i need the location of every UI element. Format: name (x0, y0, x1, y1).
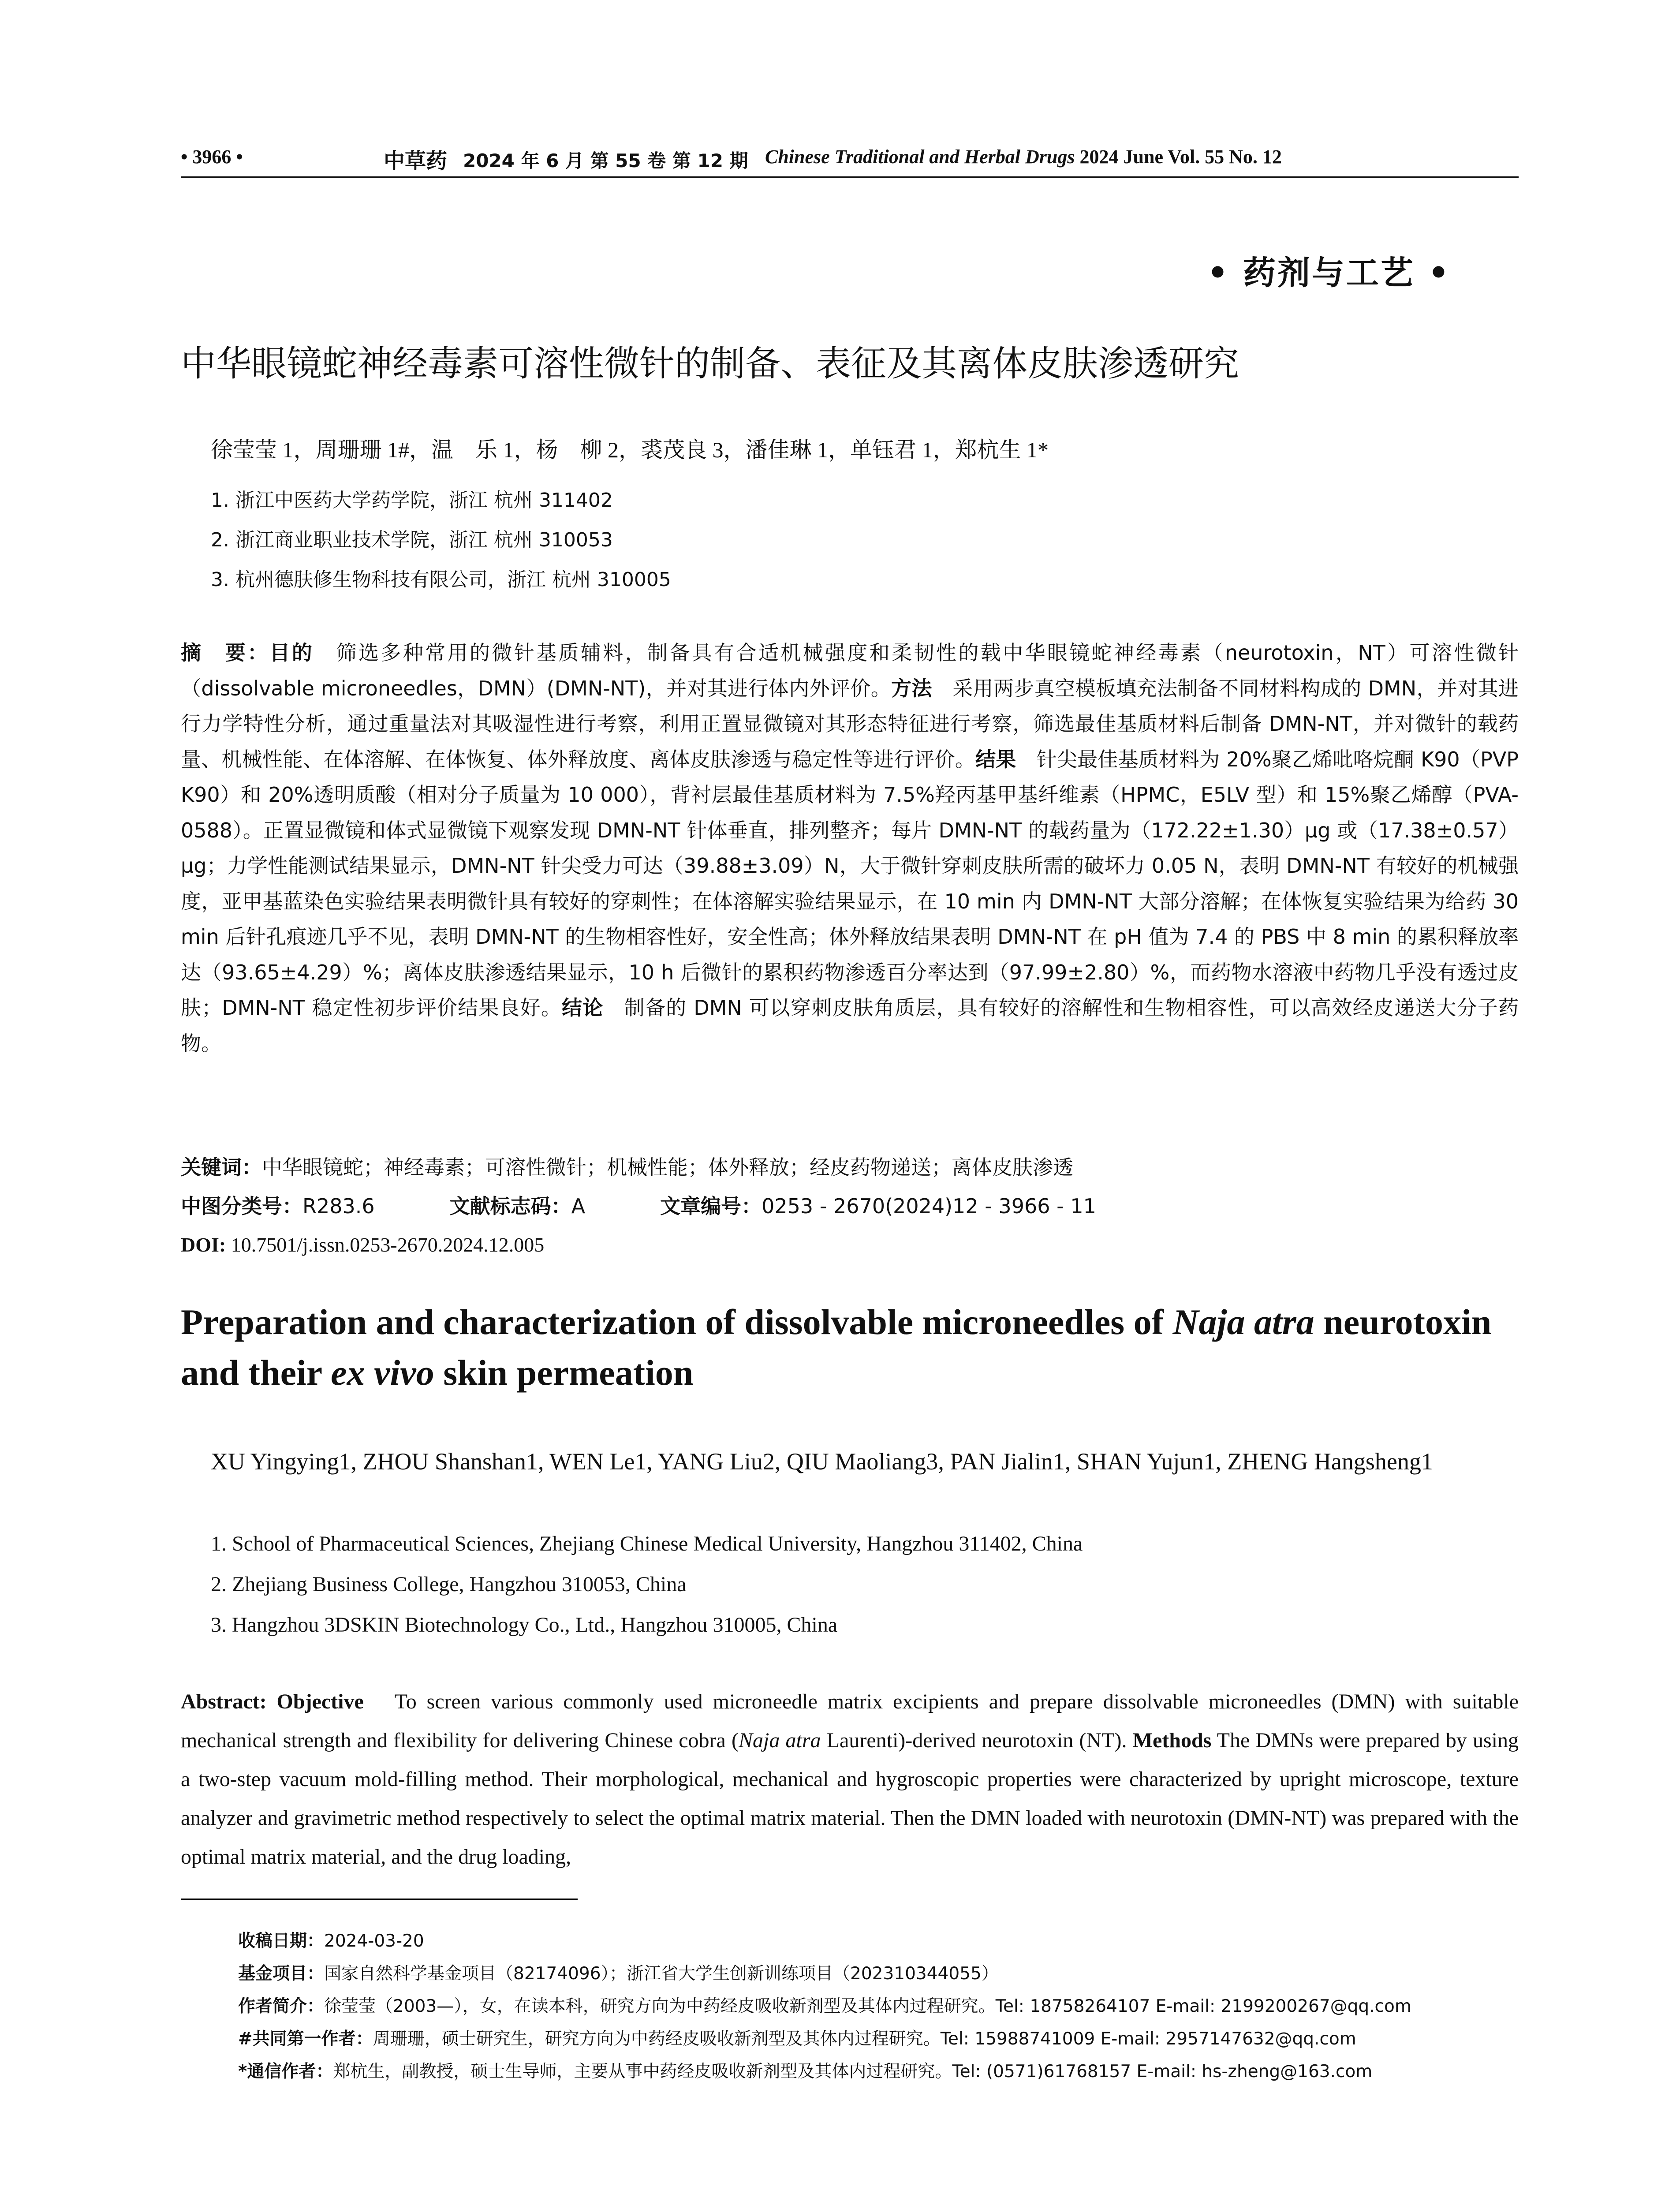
methods-label: 方法 (891, 676, 932, 700)
header-rule (181, 176, 1519, 178)
affiliation-item: 3. 杭州德肤修生物科技有限公司，浙江 杭州 310005 (211, 568, 671, 591)
classification-line (181, 1191, 1096, 1222)
chinese-abstract (181, 635, 1519, 1061)
affiliation-item: 2. Zhejiang Business College, Hangzhou 310053, China (211, 1573, 687, 1596)
keywords-label: 关键词： (181, 1155, 262, 1179)
affiliation-item: 1. 浙江中医药大学药学院，浙江 杭州 311402 (211, 489, 613, 512)
conclusion-text: 制备的 DMN 可以穿刺皮肤角质层，具有较好的溶解性和生物相容性，可以高效经皮递送大分子药物。 (181, 996, 1519, 1055)
section-tag: • 药剂与工艺 • (1207, 254, 1451, 292)
journal-title-en: Chinese Traditional and Herbal Drugs (765, 146, 1075, 168)
species-name: Naja atra (1172, 1302, 1314, 1342)
clc-value: R283.6 (302, 1194, 375, 1218)
results-label: 结果 (975, 747, 1016, 771)
doc-code-value: A (571, 1194, 586, 1218)
english-title (181, 1297, 1519, 1398)
footnote-label: *通信作者： (238, 2062, 333, 2082)
journal-name-en (765, 146, 1282, 168)
footnote-text: 2024-03-20 (324, 1931, 424, 1951)
doi-label: DOI: (181, 1233, 226, 1256)
chinese-authors: 徐莹莹 1，周珊珊 1#，温 乐 1，杨 柳 2，裘茂良 3，潘佳琳 1，单钰君 1，郑杭生 1* (211, 437, 1049, 462)
article-number-label: 文章编号： (660, 1194, 762, 1218)
issue-info-cn: 2024 年 6 月 第 55 卷 第 12 期 (463, 150, 748, 172)
objective-label: 目的 (269, 641, 314, 665)
chinese-title: 中华眼镜蛇神经毒素可溶性微针的制备、表征及其离体皮肤渗透研究 (181, 343, 1239, 384)
footnote-author-bio (238, 1990, 1526, 2023)
keywords-value: 中华眼镜蛇；神经毒素；可溶性微针；机械性能；体外释放；经皮药物递送；离体皮肤渗透 (262, 1155, 1073, 1179)
footnote-label: 作者简介： (238, 1996, 325, 2016)
affiliation-item: 2. 浙江商业职业技术学院，浙江 杭州 310053 (211, 529, 613, 551)
abstract-objective-label: Abstract: Objective (181, 1690, 364, 1713)
issue-info-en: 2024 June Vol. 55 No. 12 (1075, 146, 1282, 168)
objective-text: Laurenti)-derived neurotoxin (NT). (821, 1729, 1133, 1752)
footnote-label: 基金项目： (238, 1964, 325, 1984)
footnote-text: 郑杭生，副教授，硕士生导师，主要从事中药经皮吸收新剂型及其体内过程研究。Tel: (0571)61768157 E-mail: hs-zheng@163.com (333, 2062, 1373, 2082)
results-text: 针尖最佳基质材料为 20%聚乙烯吡咯烷酮 K90（PVP K90）和 20%透明质酸（相对分子质量为 10 000），背衬层最佳基质材料为 7.5%羟丙基甲基纤维素（HPMC，E5LV 型）和 15%聚乙烯醇（PVA-0588）。正置显微镜和体式显微镜下观察发现 DMN-NT 针体垂直，排列整齐；每片 DMN-NT 的载药量为（172.22±1.30）μg 或（17.38±0.57）μg；力学性能测试结果显示，DMN-NT 针尖受力可达（39.88±3.09）N，大于微针穿刺皮肤所需的破坏力 0.05 N，表明 DMN-NT 有较好的机械强度，亚甲基蓝染色实验结果表明微针具有较好的穿刺性；在体溶解实验结果显示，在 10 min 内 DMN-NT 大部分溶解；在体恢复实验结果为给药 30 min 后针孔痕迹几乎不见，表明 DMN-NT 的生物相容性好，安全性高；体外释放结果表明 DMN-NT 在 pH 值为 7.4 的 PBS 中 8 min 的累积释放率达（93.65±4.29）%；离体皮肤渗透结果显示，10 h 后微针的累积药物渗透百分率达到（97.99±2.80）%，而药物水溶液中药物几乎没有透过皮肤；DMN-NT 稳定性初步评价结果良好。 (181, 747, 1519, 1020)
doc-code-label: 文献标志码： (449, 1194, 571, 1218)
footnotes (238, 1925, 1526, 2088)
doi-line (181, 1230, 544, 1260)
journal-name-cn: 中草药 (384, 149, 448, 173)
footnote-funding (238, 1958, 1526, 1990)
methods-text: The DMNs were prepared by using a two-step vacuum mold-filling method. Their morphological, mechanical and hygroscopic properties were characterized by upright microscope, texture analyzer and gravimetric method respectively to select the optimal matrix material. Then the DMN loaded with neurotoxin (DMN-NT) was prepared with the optimal matrix material, and the drug loading, (181, 1729, 1519, 1869)
footnote-label: #共同第一作者： (238, 2029, 373, 2049)
clc-label: 中图分类号： (181, 1194, 302, 1218)
footnote-corresponding-author (238, 2056, 1526, 2088)
running-header (181, 146, 1519, 176)
english-title-part: neurotoxin and their (181, 1302, 1492, 1393)
page-number: • 3966 • (181, 146, 243, 168)
footnote-label: 收稿日期： (238, 1931, 325, 1951)
footnote-text: 徐莹莹（2003—），女，在读本科，研究方向为中药经皮吸收新剂型及其体内过程研究。Tel: 18758264107 E-mail: 2199200267@qq.com (324, 1996, 1411, 2016)
doi-value[interactable]: 10.7501/j.issn.0253-2670.2024.12.005 (226, 1233, 545, 1256)
abstract-label: 摘 要： (181, 641, 270, 665)
article-number-value: 0253 - 2670(2024)12 - 3966 - 11 (762, 1194, 1096, 1218)
footnote-co-first-author (238, 2023, 1526, 2056)
ex-vivo-term: ex vivo (331, 1353, 434, 1393)
footnote-text: 国家自然科学基金项目（82174096）；浙江省大学生创新训练项目（202310344055） (324, 1964, 999, 1984)
methods-text: 采用两步真空模板填充法制备不同材料构成的 DMN，并对其进行力学特性分析，通过重量法对其吸湿性进行考察，利用正置显微镜对其形态特征进行考察，筛选最佳基质材料后制备 DMN-NT，并对微针的载药量、机械性能、在体溶解、在体恢复、体外释放度、离体皮肤渗透与稳定性等进行评价。 (181, 676, 1519, 771)
footnote-text: 周珊珊，硕士研究生，研究方向为中药经皮吸收新剂型及其体内过程研究。Tel: 15988741009 E-mail: 2957147632@qq.com (373, 2029, 1356, 2049)
objective-text: To screen various commonly used microneedle matrix excipients and prepare dissolvable microneedles (DMN) with suitable mechanical strength and flexibility for delivering Chinese cobra ( (181, 1690, 1519, 1752)
methods-label: Methods (1132, 1729, 1212, 1752)
objective-text: 筛选多种常用的微针基质辅料，制备具有合适机械强度和柔韧性的载中华眼镜蛇神经毒素（neurotoxin，NT）可溶性微针（dissolvable microneedles，DMN）(DMN-NT)，并对其进行体内外评价。 (181, 641, 1519, 700)
chinese-affiliations (211, 481, 1490, 600)
conclusion-label: 结论 (562, 996, 604, 1020)
english-abstract (181, 1682, 1519, 1876)
english-title-part: skin permeation (434, 1353, 694, 1393)
english-authors: XU Yingying1, ZHOU Shanshan1, WEN Le1, YANG Liu2, QIU Maoliang3, PAN Jialin1, SHAN Yujun1, ZHENG Hangsheng1 (211, 1448, 1433, 1475)
keywords (181, 1152, 1073, 1183)
species-name: Naja atra (739, 1729, 821, 1752)
footnote-rule (181, 1899, 578, 1900)
english-title-part: Preparation and characterization of dissolvable microneedles of (181, 1302, 1173, 1342)
affiliation-item: 3. Hangzhou 3DSKIN Biotechnology Co., Ltd., Hangzhou 310005, China (211, 1613, 838, 1637)
footnote-received (238, 1925, 1526, 1958)
affiliation-item: 1. School of Pharmaceutical Sciences, Zhejiang Chinese Medical University, Hangzhou 311402, China (211, 1532, 1083, 1555)
english-affiliations (211, 1524, 1520, 1645)
